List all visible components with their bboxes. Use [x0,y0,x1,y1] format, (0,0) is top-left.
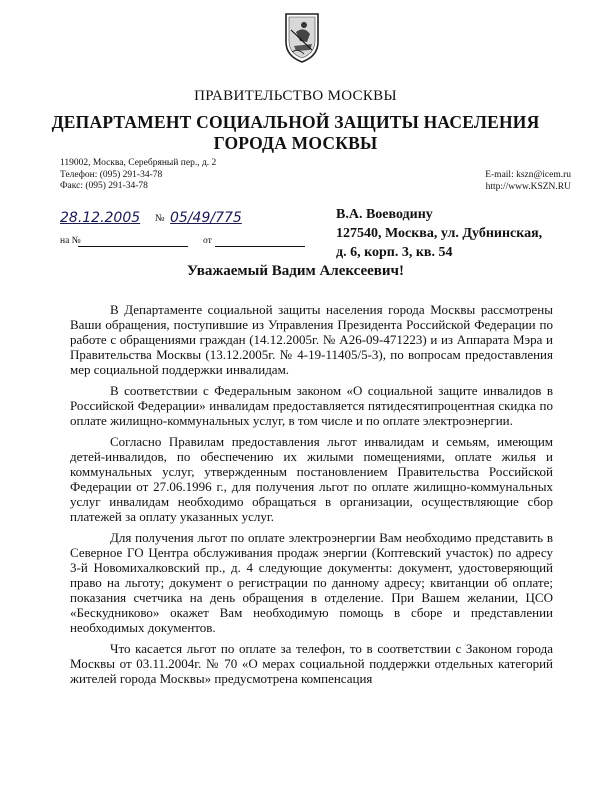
letter-body [70,302,553,692]
outgoing-number: 05/49/775 [170,210,242,226]
email-address: E-mail: kszn@icem.ru [485,170,571,180]
body-paragraph: В Департаменте социальной защиты населения города Москвы рассмотрены Ваши обращения, поступившие из Управления Президента Российской Федерации по работе с обращениями граждан (14.12.2005г. № А26-09-471223) и из Аппарата Мэра и Правительства Москвы (13.12.2005г. № 4-19-11405/5-3), по вопросам предоставления мер социальной поддержки инвалидам. [70,302,553,377]
body-paragraph: Согласно Правилам предоставления льгот инвалидам и семьям, имеющим детей-инвалидов, по обеспечению их жилыми помещениями, оплате жилья и коммунальных услуг, утвержденным постановлением Правительства Российской Федерации от 27.06.1996 г., для получения льгот по оплате жилищно-коммунальных услуг инвалидам необходимо обращаться в организации, осуществляющие сбор платежей за оплату указанных услуг. [70,434,553,524]
moscow-coat-of-arms-icon [282,8,322,64]
addressee [336,205,542,262]
salutation: Уважаемый Вадим Алексеевич! [187,263,404,279]
incoming-date-blank [215,246,305,247]
addressee-name: В.А. Воеводину [336,207,433,222]
addressee-address-line1: 127540, Москва, ул. Дубнинская, [336,226,543,241]
department-name-line1: ДЕПАРТАМЕНТ СОЦИАЛЬНОЙ ЗАЩИТЫ НАСЕЛЕНИЯ [51,112,540,132]
body-paragraph: Для получения льгот по оплате электроэнергии Вам необходимо представить в Северное ГО Центра обслуживания продаж энергии (Коптевский участок) по адресу 3-й Новомихалковский пр., д. 4 следующие документы: документ, удостоверяющий право на льготу; документ о регистрации по данному адресу; квитанции об оплате; показания счетчика на день обращения в отделение. При Вашем желании, ЦСО «Бескудниково» окажет Вам необходимую помощь в сборе и представлении необходимых документов. [70,530,553,635]
fax-number: Факс: (095) 291-34-78 [60,181,148,191]
incoming-date-label: от [203,236,212,246]
outgoing-number-label: № [155,213,165,224]
body-paragraph: В соответствии с Федеральным законом «О социальной защите инвалидов в Российской Федерации» инвалидам предоставляется пятидесятипроцентная скидка по оплате жилищно-коммунальных услуг, в том числе и по оплате электроэнергии. [70,383,553,428]
phone-number: Телефон: (095) 291-34-78 [60,169,163,180]
incoming-number-blank [78,246,188,247]
addressee-address-line2: д. 6, корп. 3, кв. 54 [336,245,453,260]
department-name-line2: ГОРОДА МОСКВЫ [213,133,378,153]
department-name [0,112,591,154]
incoming-number-label: на № [60,236,81,246]
outgoing-reference [60,210,315,228]
postal-address: 119002, Москва, Серебряный пер., д. 2 [60,158,217,168]
outgoing-date: 28.12.2005 [60,210,141,226]
government-name: ПРАВИТЕЛЬСТВО МОСКВЫ [194,88,397,104]
online-contacts [485,170,571,193]
contact-info [60,158,216,193]
website-url: http://www.KSZN.RU [485,181,571,192]
body-paragraph: Что касается льгот по оплате за телефон, то в соответствии с Законом города Москвы от 03.11.2004г. № 70 «О мерах социальной поддержки отдельных категорий жителей города Москвы» предусмотрена компенсация [70,641,553,686]
incoming-reference [60,236,305,250]
